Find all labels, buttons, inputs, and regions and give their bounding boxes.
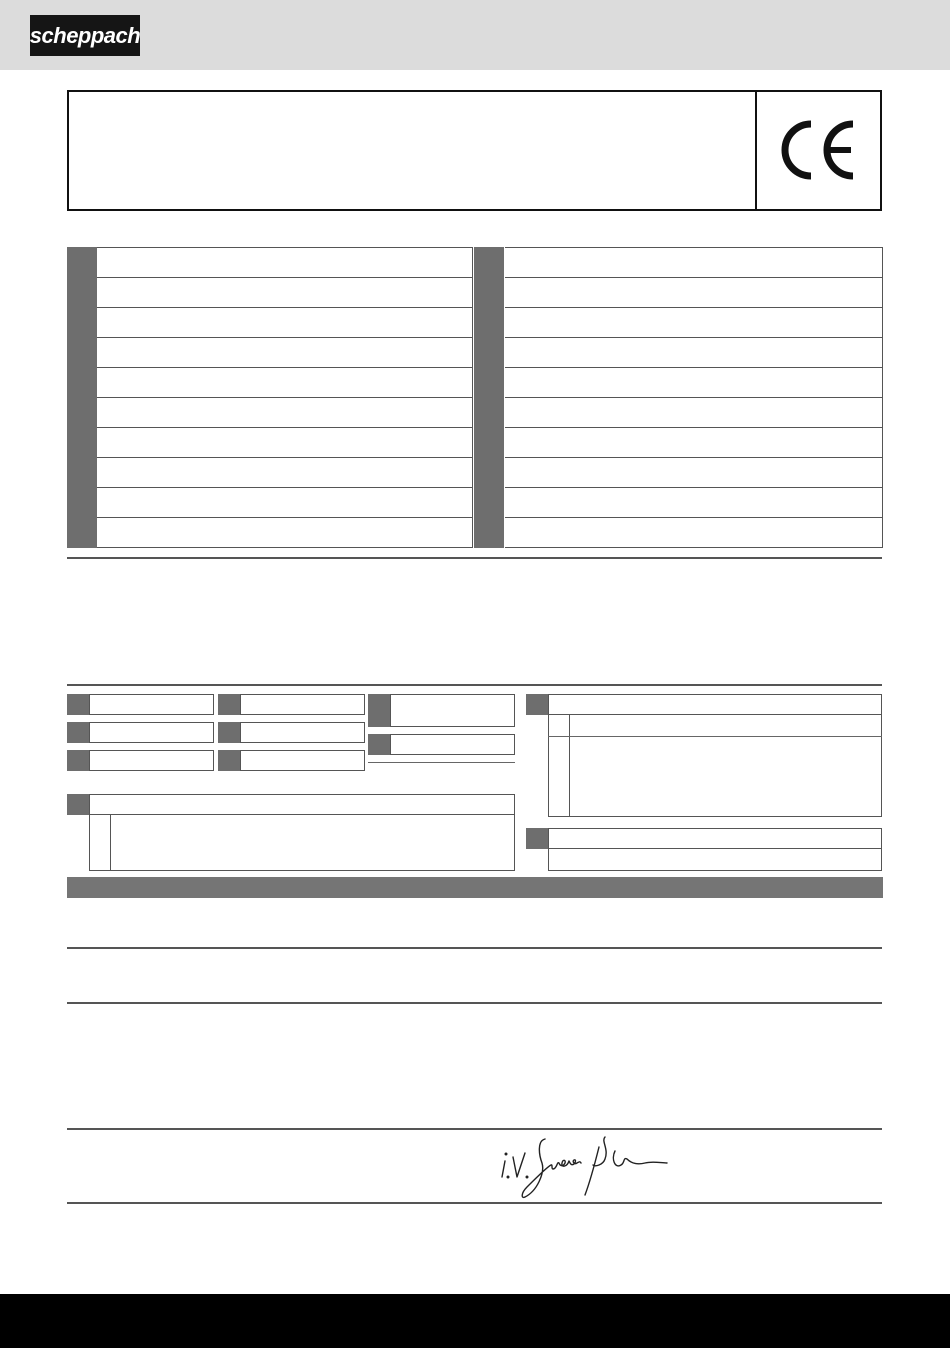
directive-marker xyxy=(67,722,89,743)
directive-marker xyxy=(368,694,390,727)
directive-field xyxy=(390,734,515,755)
directive-marker xyxy=(218,694,240,715)
directive-underline xyxy=(368,762,515,763)
language-cell xyxy=(97,307,473,338)
language-cell xyxy=(505,367,883,398)
language-cell xyxy=(505,397,883,428)
language-marker xyxy=(474,397,504,428)
directive-field xyxy=(548,849,882,871)
language-marker xyxy=(474,487,504,518)
language-marker xyxy=(67,307,97,338)
directive-marker xyxy=(526,694,548,715)
directive-field xyxy=(548,694,882,715)
directive-field xyxy=(89,722,214,743)
language-cell xyxy=(97,337,473,368)
directive-field xyxy=(548,828,882,849)
language-cell xyxy=(505,337,883,368)
language-cell xyxy=(97,397,473,428)
ce-mark-icon xyxy=(775,118,860,182)
directive-marker xyxy=(218,750,240,771)
divider-6 xyxy=(67,1202,882,1204)
language-marker xyxy=(67,397,97,428)
language-cell xyxy=(505,247,883,278)
directive-notes-box xyxy=(89,815,515,871)
language-marker xyxy=(67,427,97,458)
language-marker xyxy=(474,427,504,458)
directive-marker xyxy=(218,722,240,743)
language-cell xyxy=(97,487,473,518)
language-marker xyxy=(67,277,97,308)
language-cell xyxy=(97,517,473,548)
directive-marker xyxy=(67,694,89,715)
signature xyxy=(497,1133,672,1203)
language-cell xyxy=(505,517,883,548)
language-cell xyxy=(505,427,883,458)
language-marker xyxy=(67,457,97,488)
language-marker xyxy=(474,277,504,308)
directive-marker xyxy=(368,734,390,755)
ce-divider xyxy=(755,90,757,211)
language-marker xyxy=(474,307,504,338)
divider-4 xyxy=(67,1002,882,1004)
directive-inner-line xyxy=(110,815,111,871)
language-marker xyxy=(67,487,97,518)
directive-marker xyxy=(67,750,89,771)
divider-2 xyxy=(67,684,882,686)
language-marker xyxy=(474,457,504,488)
divider-3 xyxy=(67,947,882,949)
directive-inner-line xyxy=(569,715,570,817)
directive-marker xyxy=(67,794,89,815)
language-cell xyxy=(505,277,883,308)
language-marker xyxy=(474,517,504,548)
language-marker xyxy=(474,247,504,278)
language-cell xyxy=(505,487,883,518)
language-cell xyxy=(97,457,473,488)
directive-field xyxy=(89,694,214,715)
directive-field xyxy=(240,750,365,771)
language-marker xyxy=(67,517,97,548)
language-marker xyxy=(474,337,504,368)
directive-marker xyxy=(526,828,548,849)
directive-field xyxy=(240,694,365,715)
directive-notes-box xyxy=(548,715,882,817)
footer-band xyxy=(0,1294,950,1348)
language-marker xyxy=(67,247,97,278)
directive-field xyxy=(89,750,214,771)
language-marker xyxy=(67,367,97,398)
divider-5 xyxy=(67,1128,882,1130)
divider-1 xyxy=(67,557,882,559)
language-cell xyxy=(97,367,473,398)
directive-field xyxy=(240,722,365,743)
directive-field xyxy=(89,794,515,815)
declaration-header-box xyxy=(67,90,882,211)
header-band xyxy=(0,0,950,70)
language-marker xyxy=(67,337,97,368)
language-cell xyxy=(97,427,473,458)
language-cell xyxy=(505,307,883,338)
language-cell xyxy=(505,457,883,488)
brand-logo xyxy=(30,15,140,56)
language-cell xyxy=(97,247,473,278)
svg-text:scheppach: scheppach xyxy=(30,23,140,48)
language-marker xyxy=(474,367,504,398)
directive-inner-line xyxy=(548,736,882,737)
directive-bar xyxy=(67,877,883,898)
directive-field xyxy=(390,694,515,727)
language-cell xyxy=(97,277,473,308)
